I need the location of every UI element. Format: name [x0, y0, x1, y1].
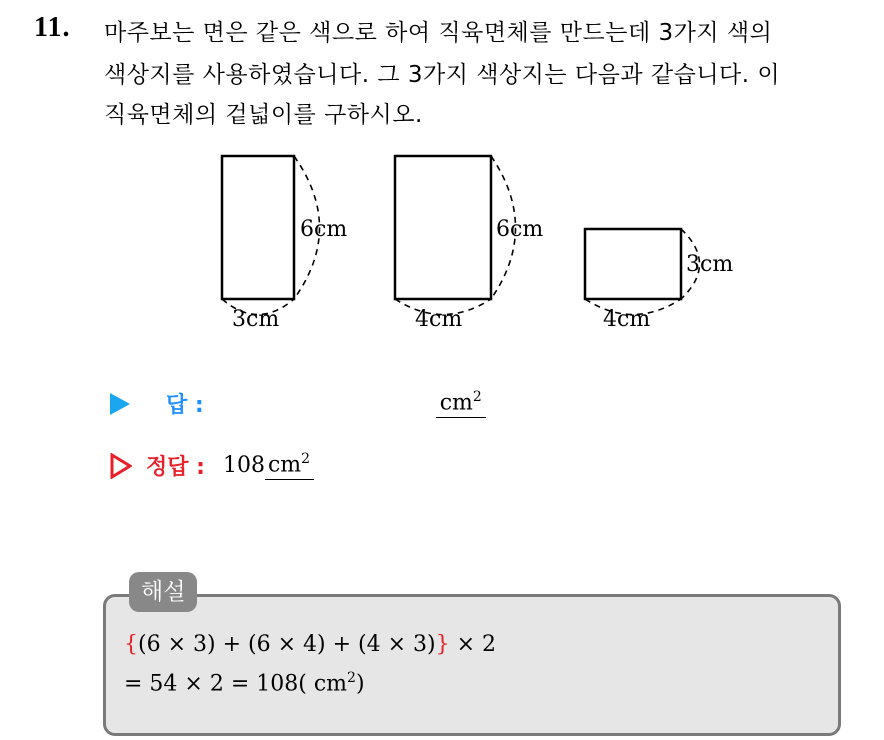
- play-triangle-icon: [110, 393, 130, 415]
- solution-box: [103, 594, 841, 736]
- width-label-1: 3cm: [232, 307, 280, 332]
- rectangles-figure: [0, 0, 884, 360]
- rectangle-3: [585, 229, 681, 299]
- solution-line-2: [124, 670, 365, 696]
- correct-answer-value: 108: [222, 453, 265, 478]
- correct-answer-label: 정답 :: [146, 455, 205, 480]
- question-text-line-1: 마주보는 면은 같은 색으로 하여 직육면체를 만드는데 3가지 색의: [104, 20, 773, 46]
- height-label-2: 6cm: [496, 217, 544, 242]
- solution-tag: 해설: [129, 572, 197, 612]
- rectangle-1: [222, 156, 294, 299]
- question-text-line-2: 색상지를 사용하였습니다. 그 3가지 색상지는 다음과 같습니다. 이: [104, 62, 781, 88]
- answer-label: 답 :: [166, 393, 204, 418]
- answer-row: [110, 388, 486, 419]
- solution-line-1: [124, 632, 496, 657]
- correct-answer-unit-exponent: 2: [301, 451, 311, 468]
- rectangle-2: [395, 156, 491, 299]
- height-label-3: 3cm: [686, 252, 734, 277]
- solution-expression: (6 × 3) + (6 × 4) + (4 × 3): [138, 632, 436, 657]
- solution-result-exponent: 2: [347, 670, 356, 686]
- answer-unit: cm: [439, 390, 473, 416]
- solution-tail: × 2: [449, 632, 497, 657]
- correct-answer-unit: cm: [267, 452, 302, 478]
- question-number: 11.: [34, 12, 71, 43]
- answer-unit-exponent: 2: [472, 389, 482, 406]
- correct-answer-unit-group: [265, 451, 314, 479]
- answer-blank[interactable]: [436, 389, 486, 417]
- question-text-line-3: 직육면체의 겉넓이를 구하시오.: [104, 102, 423, 128]
- correct-answer-row: [110, 450, 314, 481]
- outline-triangle-icon: [110, 453, 132, 479]
- solution-brace-open: {: [124, 632, 138, 657]
- solution-result-close: ): [355, 671, 365, 697]
- width-label-2: 4cm: [415, 307, 463, 332]
- solution-result: = 54 × 2 = 108( cm: [124, 671, 348, 697]
- solution-brace-close: }: [435, 632, 450, 657]
- width-label-3: 4cm: [603, 307, 651, 332]
- height-label-1: 6cm: [300, 217, 348, 242]
